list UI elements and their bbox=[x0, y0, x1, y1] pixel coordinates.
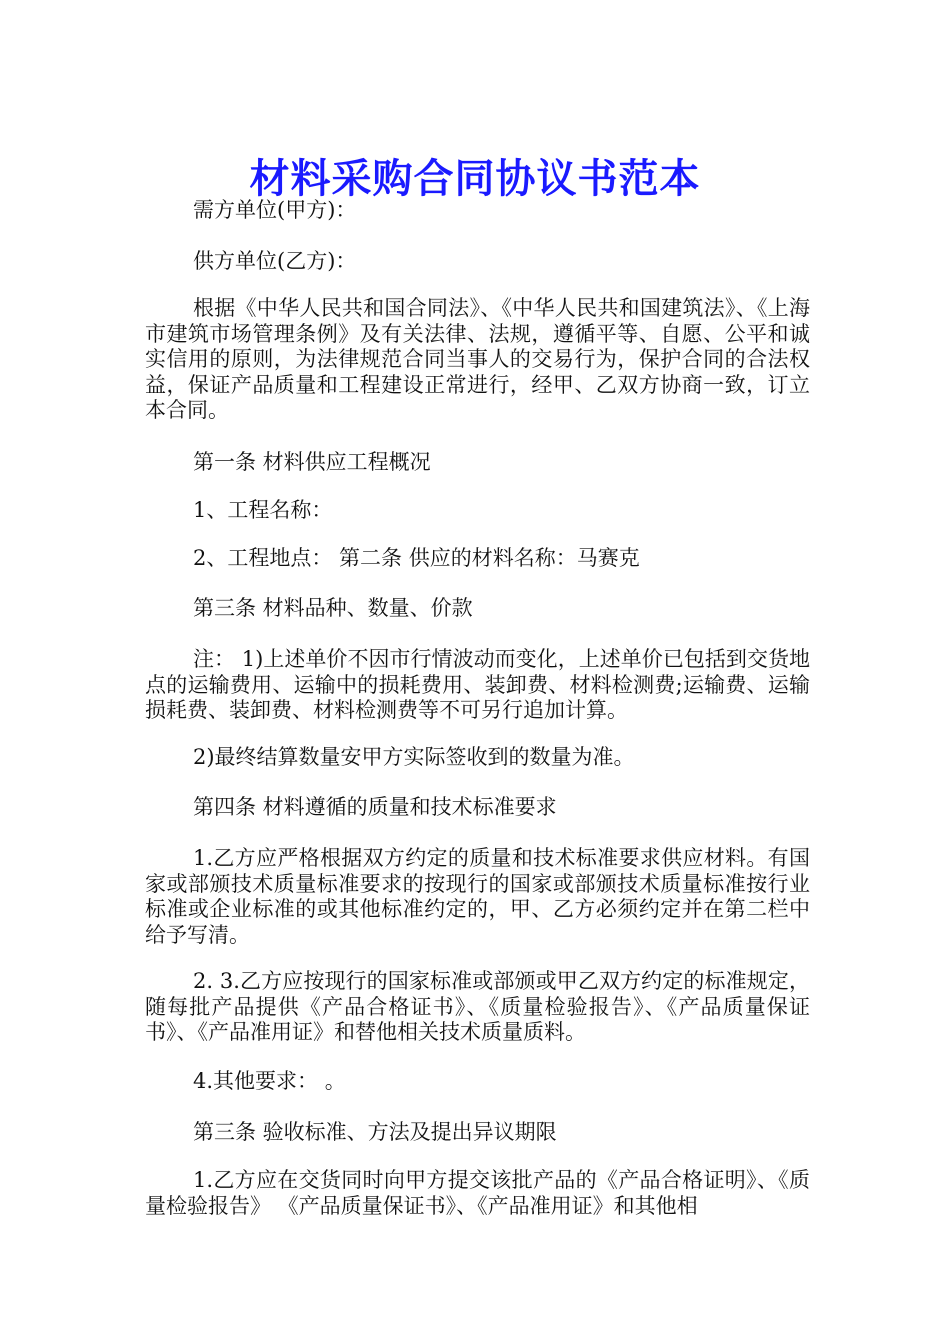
paragraph-quality-4: 4.其他要求： 。 bbox=[193, 1069, 346, 1093]
paragraph-article-3: 第三条 材料品种、数量、价款 bbox=[193, 596, 473, 620]
paragraph-buyer: 需方单位(甲方)： bbox=[193, 198, 357, 222]
paragraph-preamble: 根据《中华人民共和国合同法》、《中华人民共和国建筑法》、《上海市建筑市场管理条例》及有关法律、法规，遵循平等、自愿、公平和诚实信用的原则，为法律规范合同当事人的交易行为，保护合同的合法权益，保证产品质量和工程建设正常进行，经甲、乙双方协商一致，订立本合同。 bbox=[145, 296, 810, 422]
paragraph-article-4: 第四条 材料遵循的质量和技术标准要求 bbox=[193, 795, 557, 819]
document-title: 材料采购合同协议书范本 bbox=[249, 155, 701, 202]
paragraph-project-name: 1、工程名称： bbox=[193, 498, 333, 522]
paragraph-note-1: 注： 1)上述单价不因市行情波动而变化，上述单价已包括到交货地点的运输费用、运输中的损耗费用、装卸费、材料检测费;运输费、运输损耗费、装卸费、材料检测费等不可另行追加计算。 bbox=[145, 647, 810, 722]
paragraph-acceptance-1: 1.乙方应在交货同时向甲方提交该批产品的《产品合格证明》、《质量检验报告》 《产品质量保证书》、《产品准用证》和其他相 bbox=[145, 1168, 810, 1218]
paragraph-quality-2-3: 2. 3.乙方应按现行的国家标准或部颁或甲乙双方约定的标准规定，随每批产品提供《产品合格证书》、《质量检验报告》、《产品质量保证书》、《产品准用证》和替他相关技术质量质料。 bbox=[145, 969, 810, 1044]
paragraph-article-1: 第一条 材料供应工程概况 bbox=[193, 450, 431, 474]
paragraph-note-2: 2)最终结算数量安甲方实际签收到的数量为准。 bbox=[193, 745, 635, 769]
paragraph-supplier: 供方单位(乙方)： bbox=[193, 249, 357, 273]
paragraph-project-location: 2、工程地点： 第二条 供应的材料名称：马赛克 bbox=[193, 546, 640, 570]
paragraph-acceptance-heading: 第三条 验收标准、方法及提出异议期限 bbox=[193, 1120, 557, 1144]
paragraph-quality-1: 1.乙方应严格根据双方约定的质量和技术标准要求供应材料。有国家或部颁技术质量标准要求的按现行的国家或部颁技术质量标准按行业标准或企业标准的或其他标准约定的，甲、乙方必须约定并在第二栏中给予写清。 bbox=[145, 846, 810, 947]
